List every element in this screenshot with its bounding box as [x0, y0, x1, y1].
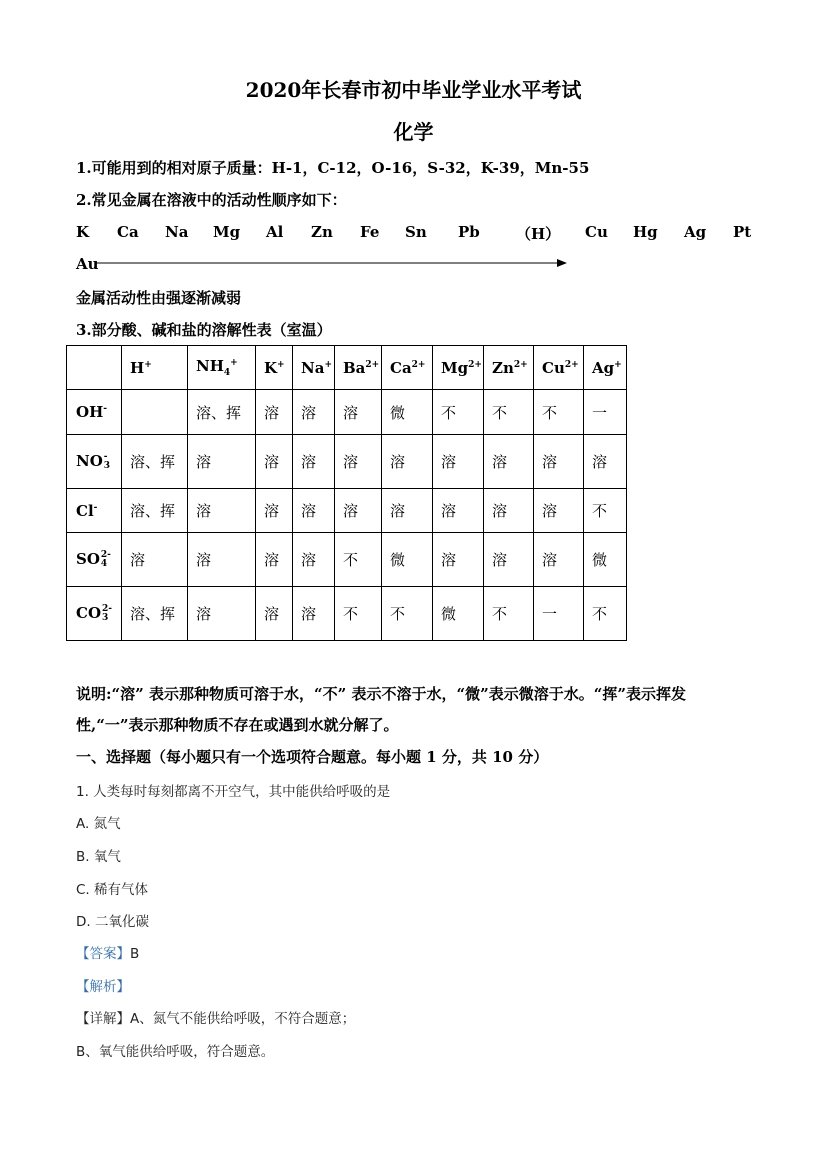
- option-c: C. 稀有气体: [76, 882, 149, 898]
- metal-item: Fe: [360, 223, 380, 241]
- metal-item: Sn: [405, 223, 427, 241]
- solubility-cell: 溶、挥: [122, 435, 188, 489]
- section-heading: 一、选择题（每小题只有一个选项符合题意。每小题 1 分，共 10 分）: [76, 748, 549, 766]
- solubility-cell: 溶: [256, 435, 293, 489]
- solubility-cell: 溶: [382, 435, 433, 489]
- solubility-cell: 不: [584, 587, 627, 641]
- cation-header: $NH_4^+$: [188, 346, 256, 390]
- solubility-cell: 溶: [256, 587, 293, 641]
- explanation-line-2: 性,“一”表示那种物质不存在或遇到水就分解了。: [76, 716, 399, 734]
- solubility-cell: 一: [534, 587, 584, 641]
- metal-item: Zn: [311, 223, 333, 241]
- solubility-cell: 溶: [256, 390, 293, 435]
- metal-item: Na: [165, 223, 189, 241]
- anion-header: CO 2- 3: [67, 587, 122, 641]
- solubility-cell: 溶: [188, 489, 256, 533]
- solubility-cell: 微: [382, 533, 433, 587]
- explanation-line-1: 说明:“溶” 表示那种物质可溶于水，“不” 表示不溶于水，“微”表示微溶于水。“挥”表示挥发: [76, 685, 687, 703]
- cation-header: $Cu^{2+}$: [534, 346, 584, 390]
- table-row: [67, 489, 627, 533]
- metal-item: Mg: [213, 223, 241, 241]
- metal-item: Pb: [458, 223, 480, 241]
- anion-header: NO - 3: [67, 435, 122, 489]
- metal-item: Al: [266, 223, 284, 241]
- metal-item: Hg: [633, 223, 658, 241]
- solubility-cell: 不: [335, 533, 382, 587]
- table-row: [67, 390, 627, 435]
- analysis-tag: 【解析】: [76, 979, 130, 995]
- answer-tag: 【答案】: [76, 946, 130, 962]
- solubility-cell: 不: [584, 489, 627, 533]
- solubility-cell: 溶、挥: [188, 390, 256, 435]
- solubility-cell: 溶: [584, 435, 627, 489]
- metal-item: K: [76, 223, 90, 241]
- solubility-cell: 溶: [256, 533, 293, 587]
- solubility-cell: 溶: [335, 489, 382, 533]
- metal-au: Au: [76, 255, 99, 273]
- cation-header: Ag+: [584, 346, 627, 390]
- solubility-cell: 不: [382, 587, 433, 641]
- solubility-cell: 溶: [335, 390, 382, 435]
- detail-tag: 【详解】: [76, 1011, 130, 1027]
- cation-header: Na+: [293, 346, 335, 390]
- note-solubility-table: 3.部分酸、碱和盐的溶解性表（室温）: [76, 321, 332, 339]
- solubility-cell: 溶: [484, 435, 534, 489]
- note-activity-series: 2.常见金属在溶液中的活动性顺序如下：: [76, 191, 347, 209]
- cation-header: $Ba^{2+}$: [335, 346, 382, 390]
- solubility-cell: 溶: [433, 533, 484, 587]
- note-activity-decreasing: 金属活动性由强逐渐减弱: [76, 289, 242, 307]
- solubility-cell: [122, 390, 188, 435]
- solubility-cell: 不: [484, 390, 534, 435]
- detail-a-text: A、氮气不能供给呼吸，不符合题意；: [130, 1011, 356, 1027]
- solubility-cell: 不: [335, 587, 382, 641]
- solubility-cell: 溶: [484, 489, 534, 533]
- cation-header: H+: [122, 346, 188, 390]
- solubility-cell: 微: [584, 533, 627, 587]
- solubility-cell: 溶: [293, 489, 335, 533]
- note-atomic-mass: 1.可能用到的相对原子质量：H-1，C-12，O-16，S-32，K-39，Mn-55: [76, 159, 590, 177]
- anion-header: SO 2- 4: [67, 533, 122, 587]
- answer-value: B: [130, 946, 140, 962]
- subject-title: 化学: [393, 120, 434, 144]
- answer-line: [76, 942, 139, 962]
- metal-item: Ca: [117, 223, 139, 241]
- solubility-cell: 溶: [484, 533, 534, 587]
- metal-item: Pt: [733, 223, 752, 241]
- solubility-cell: 溶: [534, 435, 584, 489]
- solubility-cell: 溶: [534, 489, 584, 533]
- corner-cell: [67, 346, 122, 390]
- table-header-row: [67, 346, 627, 390]
- anion-header: OH-: [67, 390, 122, 435]
- solubility-cell: 微: [433, 587, 484, 641]
- detail-line-b: B、氧气能供给呼吸，符合题意。: [76, 1044, 275, 1060]
- solubility-cell: 溶: [188, 533, 256, 587]
- metal-item: Cu: [585, 223, 608, 241]
- question-1: 1. 人类每时每刻都离不开空气，其中能供给呼吸的是: [76, 784, 391, 800]
- solubility-cell: 溶、挥: [122, 587, 188, 641]
- solubility-cell: 溶: [293, 587, 335, 641]
- cation-header: K+: [256, 346, 293, 390]
- solubility-cell: 溶: [433, 435, 484, 489]
- table-row: [67, 533, 627, 587]
- cation-header: $Mg^{2+}$: [433, 346, 484, 390]
- solubility-cell: 溶: [188, 587, 256, 641]
- activity-arrow: [95, 257, 570, 269]
- anion-header: Cl-: [67, 489, 122, 533]
- option-b: B. 氧气: [76, 849, 121, 865]
- cation-header: $Zn^{2+}$: [484, 346, 534, 390]
- solubility-cell: 溶: [433, 489, 484, 533]
- solubility-cell: 溶、挥: [122, 489, 188, 533]
- metal-item: Ag: [684, 223, 707, 241]
- table-row: [67, 587, 627, 641]
- solubility-cell: 溶: [188, 435, 256, 489]
- solubility-cell: 一: [584, 390, 627, 435]
- option-a: A. 氮气: [76, 816, 121, 832]
- solubility-cell: 溶: [122, 533, 188, 587]
- solubility-cell: 溶: [293, 533, 335, 587]
- solubility-cell: 不: [484, 587, 534, 641]
- option-d: D. 二氧化碳: [76, 914, 149, 930]
- solubility-cell: 溶: [256, 489, 293, 533]
- metal-item: （H）: [516, 225, 561, 243]
- exam-title: 2020年长春市初中毕业学业水平考试: [245, 78, 582, 102]
- solubility-cell: 溶: [335, 435, 382, 489]
- table-row: [67, 435, 627, 489]
- solubility-table: [66, 345, 627, 641]
- solubility-cell: 不: [433, 390, 484, 435]
- solubility-cell: 微: [382, 390, 433, 435]
- solubility-cell: 溶: [293, 435, 335, 489]
- detail-line-a: [76, 1007, 355, 1027]
- solubility-cell: 溶: [534, 533, 584, 587]
- solubility-cell: 溶: [382, 489, 433, 533]
- cation-header: $Ca^{2+}$: [382, 346, 433, 390]
- solubility-cell: 不: [534, 390, 584, 435]
- solubility-cell: 溶: [293, 390, 335, 435]
